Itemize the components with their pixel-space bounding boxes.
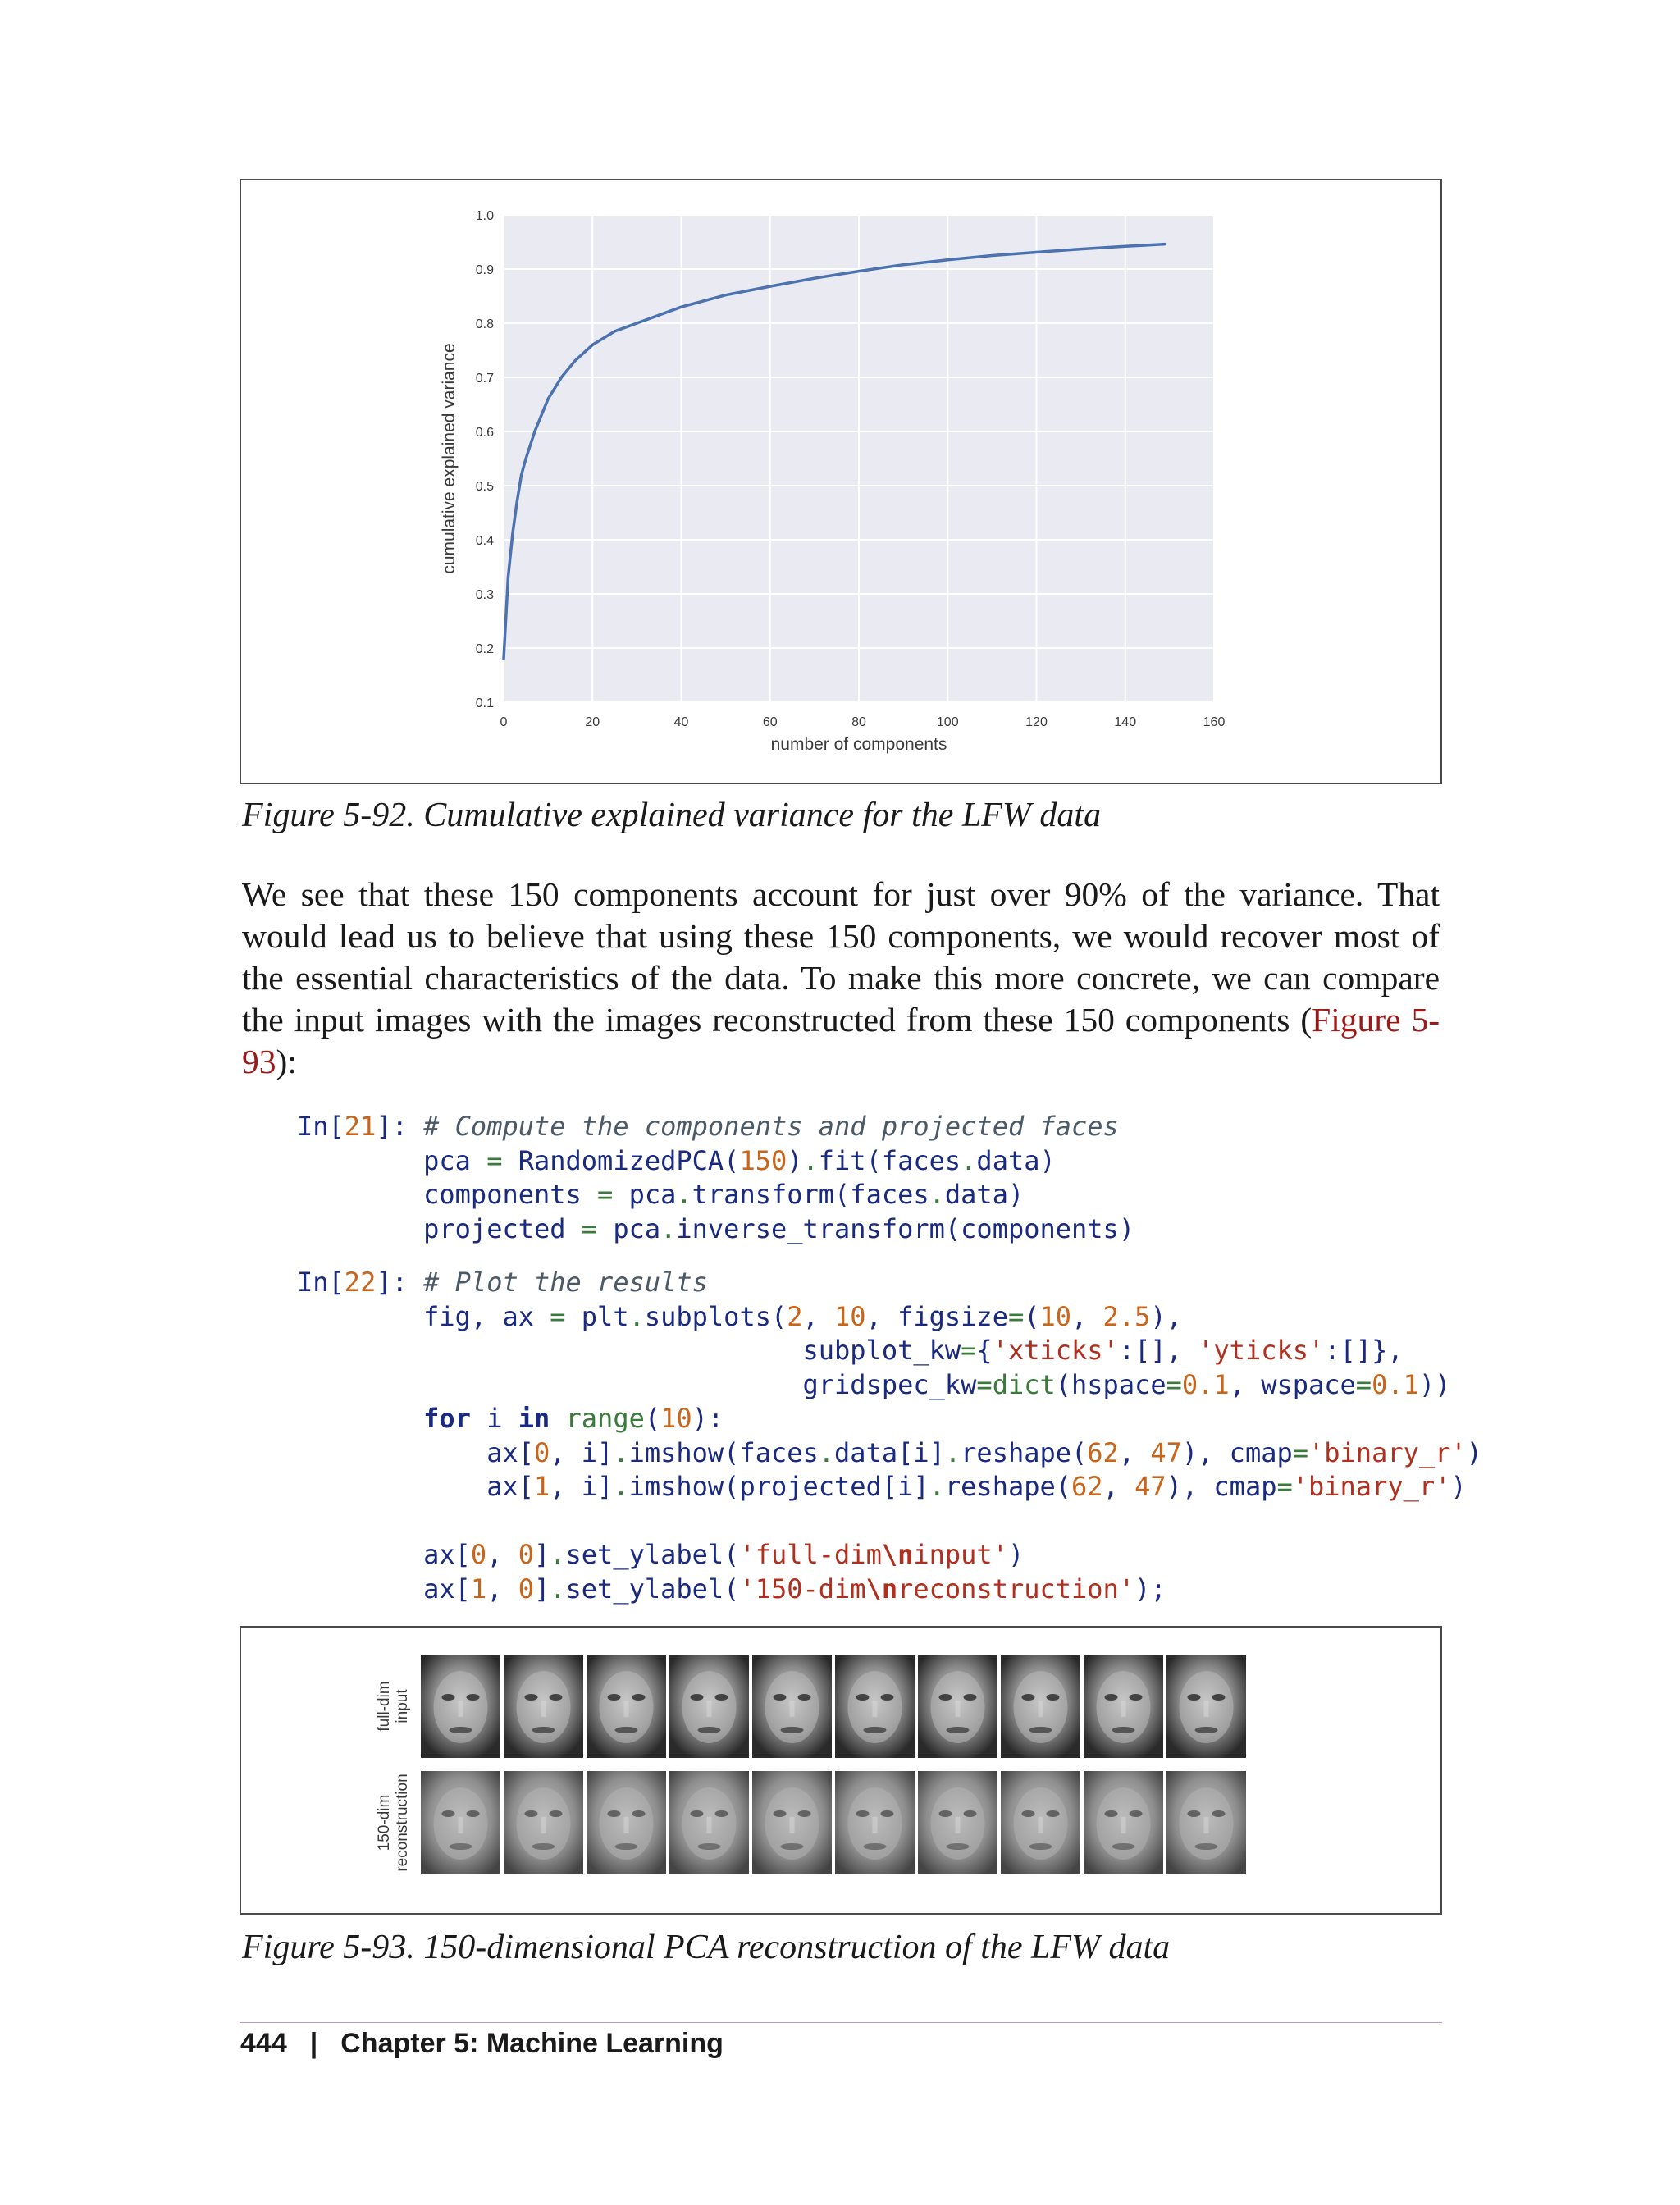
reconstructed-face-image	[421, 1771, 500, 1874]
right-eye	[467, 1694, 480, 1701]
body-paragraph	[242, 874, 1440, 1083]
mouth	[947, 1727, 970, 1733]
nose	[541, 1701, 546, 1717]
right-eye	[715, 1694, 728, 1701]
left-eye	[608, 1810, 621, 1817]
row-label-reconstruction	[376, 1774, 411, 1871]
nose	[956, 1701, 961, 1717]
input-face-image	[669, 1655, 749, 1758]
left-eye	[608, 1694, 621, 1701]
left-eye	[1188, 1694, 1201, 1701]
faces-figure-frame	[240, 1626, 1442, 1915]
nose	[1204, 1817, 1209, 1833]
left-eye	[1105, 1694, 1118, 1701]
variance-line-chart	[241, 180, 1440, 783]
page-number: 444	[240, 2028, 287, 2059]
x-tick-label: 0	[500, 715, 508, 729]
row-label-full-dim-line: full-dim	[376, 1681, 393, 1732]
mouth	[1112, 1843, 1135, 1850]
input-face-image	[1001, 1655, 1080, 1758]
row-label-full-dim	[376, 1681, 411, 1731]
mouth	[532, 1727, 555, 1733]
mouth	[532, 1843, 555, 1850]
left-eye	[442, 1694, 455, 1701]
mouth	[864, 1843, 887, 1850]
reconstructed-face-image	[835, 1771, 915, 1874]
nose	[624, 1701, 629, 1717]
input-face-image	[918, 1655, 998, 1758]
right-eye	[964, 1694, 977, 1701]
left-eye	[856, 1694, 870, 1701]
y-tick-label: 0.2	[475, 642, 494, 656]
left-eye	[1022, 1694, 1035, 1701]
y-tick-label: 0.5	[475, 480, 494, 494]
left-eye	[442, 1810, 455, 1817]
mouth	[781, 1727, 804, 1733]
nose	[541, 1817, 546, 1833]
left-eye	[1105, 1810, 1118, 1817]
left-eye	[774, 1810, 787, 1817]
y-tick-label: 0.8	[475, 317, 494, 331]
nose	[1039, 1701, 1043, 1717]
left-eye	[1188, 1810, 1201, 1817]
ref-open: (	[1300, 1001, 1312, 1039]
mouth	[1029, 1727, 1052, 1733]
mouth	[781, 1843, 804, 1850]
y-tick-label: 0.3	[475, 588, 494, 602]
x-tick-label: 140	[1114, 715, 1137, 729]
right-eye	[881, 1810, 894, 1817]
left-eye	[856, 1810, 870, 1817]
mouth	[450, 1843, 472, 1850]
left-eye	[1022, 1810, 1035, 1817]
nose	[1121, 1817, 1126, 1833]
right-eye	[550, 1810, 563, 1817]
right-eye	[467, 1810, 480, 1817]
right-eye	[632, 1694, 646, 1701]
nose	[459, 1817, 463, 1833]
face-thumbnails	[421, 1655, 1246, 1874]
mouth	[698, 1843, 721, 1850]
figure-reference-link[interactable]: Figure 5-93	[242, 1001, 1440, 1080]
reconstructed-face-image	[669, 1771, 749, 1874]
y-tick-label: 0.6	[475, 426, 494, 440]
input-face-image	[752, 1655, 832, 1758]
x-tick-label: 60	[762, 715, 778, 729]
right-eye	[1212, 1694, 1226, 1701]
nose	[624, 1817, 629, 1833]
footer-separator: |	[309, 2028, 318, 2059]
reconstructed-face-image	[1084, 1771, 1163, 1874]
y-tick-label: 0.7	[475, 372, 494, 386]
left-eye	[525, 1694, 538, 1701]
x-tick-label: 120	[1025, 715, 1048, 729]
y-tick-label: 0.9	[475, 263, 494, 277]
nose	[790, 1701, 795, 1717]
input-face-image	[587, 1655, 666, 1758]
nose	[459, 1701, 463, 1717]
right-eye	[1047, 1694, 1060, 1701]
right-eye	[798, 1810, 811, 1817]
faces-grid	[241, 1628, 1440, 1913]
right-eye	[964, 1810, 977, 1817]
chapter-title: Chapter 5: Machine Learning	[340, 2028, 724, 2059]
input-face-image	[504, 1655, 583, 1758]
left-eye	[939, 1810, 952, 1817]
mouth	[615, 1727, 638, 1733]
row-label-reconstruction-line: reconstruction	[394, 1774, 411, 1872]
footer-rule	[240, 2022, 1442, 2023]
figure-caption: Figure 5-92. Cumulative explained variance for the LFW data	[242, 797, 1102, 834]
y-tick-label: 1.0	[475, 209, 494, 223]
y-tick-label: 0.4	[475, 534, 494, 548]
nose	[956, 1817, 961, 1833]
row-labels	[376, 1681, 411, 1871]
left-eye	[939, 1694, 952, 1701]
right-eye	[1130, 1810, 1143, 1817]
x-axis-label: number of components	[770, 735, 947, 754]
left-eye	[691, 1694, 704, 1701]
input-face-image	[421, 1655, 500, 1758]
y-axis-label: cumulative explained variance	[440, 343, 459, 574]
page-footer	[240, 2028, 724, 2060]
nose	[707, 1701, 712, 1717]
left-eye	[691, 1810, 704, 1817]
row-label-reconstruction-line: 150-dim	[376, 1794, 393, 1851]
ref-close: ):	[276, 1043, 297, 1080]
nose	[707, 1817, 712, 1833]
nose	[1039, 1817, 1043, 1833]
x-tick-label: 80	[851, 715, 866, 729]
row-label-full-dim-line: input	[394, 1689, 411, 1723]
mouth	[864, 1727, 887, 1733]
right-eye	[550, 1694, 563, 1701]
mouth	[615, 1843, 638, 1850]
reconstructed-face-image	[587, 1771, 666, 1874]
paragraph-text: We see that these 150 components account for just over 90% of the variance. That would lead us to believe that using these 150 components, we would recover most of the essential characteristics of the data. To make this more concrete, we can compare the input images with the images reconstructed from these 150 components	[242, 875, 1440, 1039]
reconstructed-face-image	[752, 1771, 832, 1874]
mouth	[1195, 1843, 1218, 1850]
x-tick-label: 100	[936, 715, 959, 729]
left-eye	[525, 1810, 538, 1817]
right-eye	[1047, 1810, 1060, 1817]
x-tick-label: 40	[673, 715, 689, 729]
input-face-image	[1084, 1655, 1163, 1758]
right-eye	[1130, 1694, 1143, 1701]
right-eye	[1212, 1810, 1226, 1817]
right-eye	[715, 1810, 728, 1817]
y-tick-label: 0.1	[475, 696, 494, 710]
figure-caption-2: Figure 5-93. 150-dimensional PCA reconstruction of the LFW data	[242, 1929, 1171, 1966]
chart-figure-frame	[240, 179, 1442, 784]
input-face-image	[835, 1655, 915, 1758]
mouth	[1029, 1843, 1052, 1850]
nose	[790, 1817, 795, 1833]
reconstructed-face-image	[504, 1771, 583, 1874]
x-tick-label: 20	[585, 715, 600, 729]
right-eye	[881, 1694, 894, 1701]
code-cell-21: In[21]: # Compute the components and projected faces pca = RandomizedPCA(150).fit(faces.data) components = pca.transform(faces.data) projected = pca.inverse_transform(components)	[297, 1111, 1135, 1244]
reconstructed-face-image	[1001, 1771, 1080, 1874]
nose	[873, 1817, 878, 1833]
reconstructed-face-image	[918, 1771, 998, 1874]
reconstructed-face-image	[1166, 1771, 1246, 1874]
mouth	[1112, 1727, 1135, 1733]
left-eye	[774, 1694, 787, 1701]
right-eye	[632, 1810, 646, 1817]
mouth	[698, 1727, 721, 1733]
mouth	[947, 1843, 970, 1850]
input-face-image	[1166, 1655, 1246, 1758]
mouth	[1195, 1727, 1218, 1733]
right-eye	[798, 1694, 811, 1701]
x-tick-label: 160	[1203, 715, 1226, 729]
nose	[1204, 1701, 1209, 1717]
nose	[1121, 1701, 1126, 1717]
code-cell-22: In[22]: # Plot the results fig, ax = plt.subplots(2, 10, figsize=(10, 2.5), subplot_kw={'xticks':[], 'yticks':[]}, gridspec_kw=dict(hspace=0.1, wspace=0.1)) for i in range(10): ax[0, i].imshow(faces.data[i].reshape(62, 47), cmap='binary_r') ax[1, i].imshow(projected[i].reshape(62, 47), cmap='binary_r') ax[0, 0].set_ylabel('full-dim\ninput') ax[1, 0].set_ylabel('150-dim\nreconstruction');	[297, 1267, 1482, 1605]
nose	[873, 1701, 878, 1717]
mouth	[450, 1727, 472, 1733]
